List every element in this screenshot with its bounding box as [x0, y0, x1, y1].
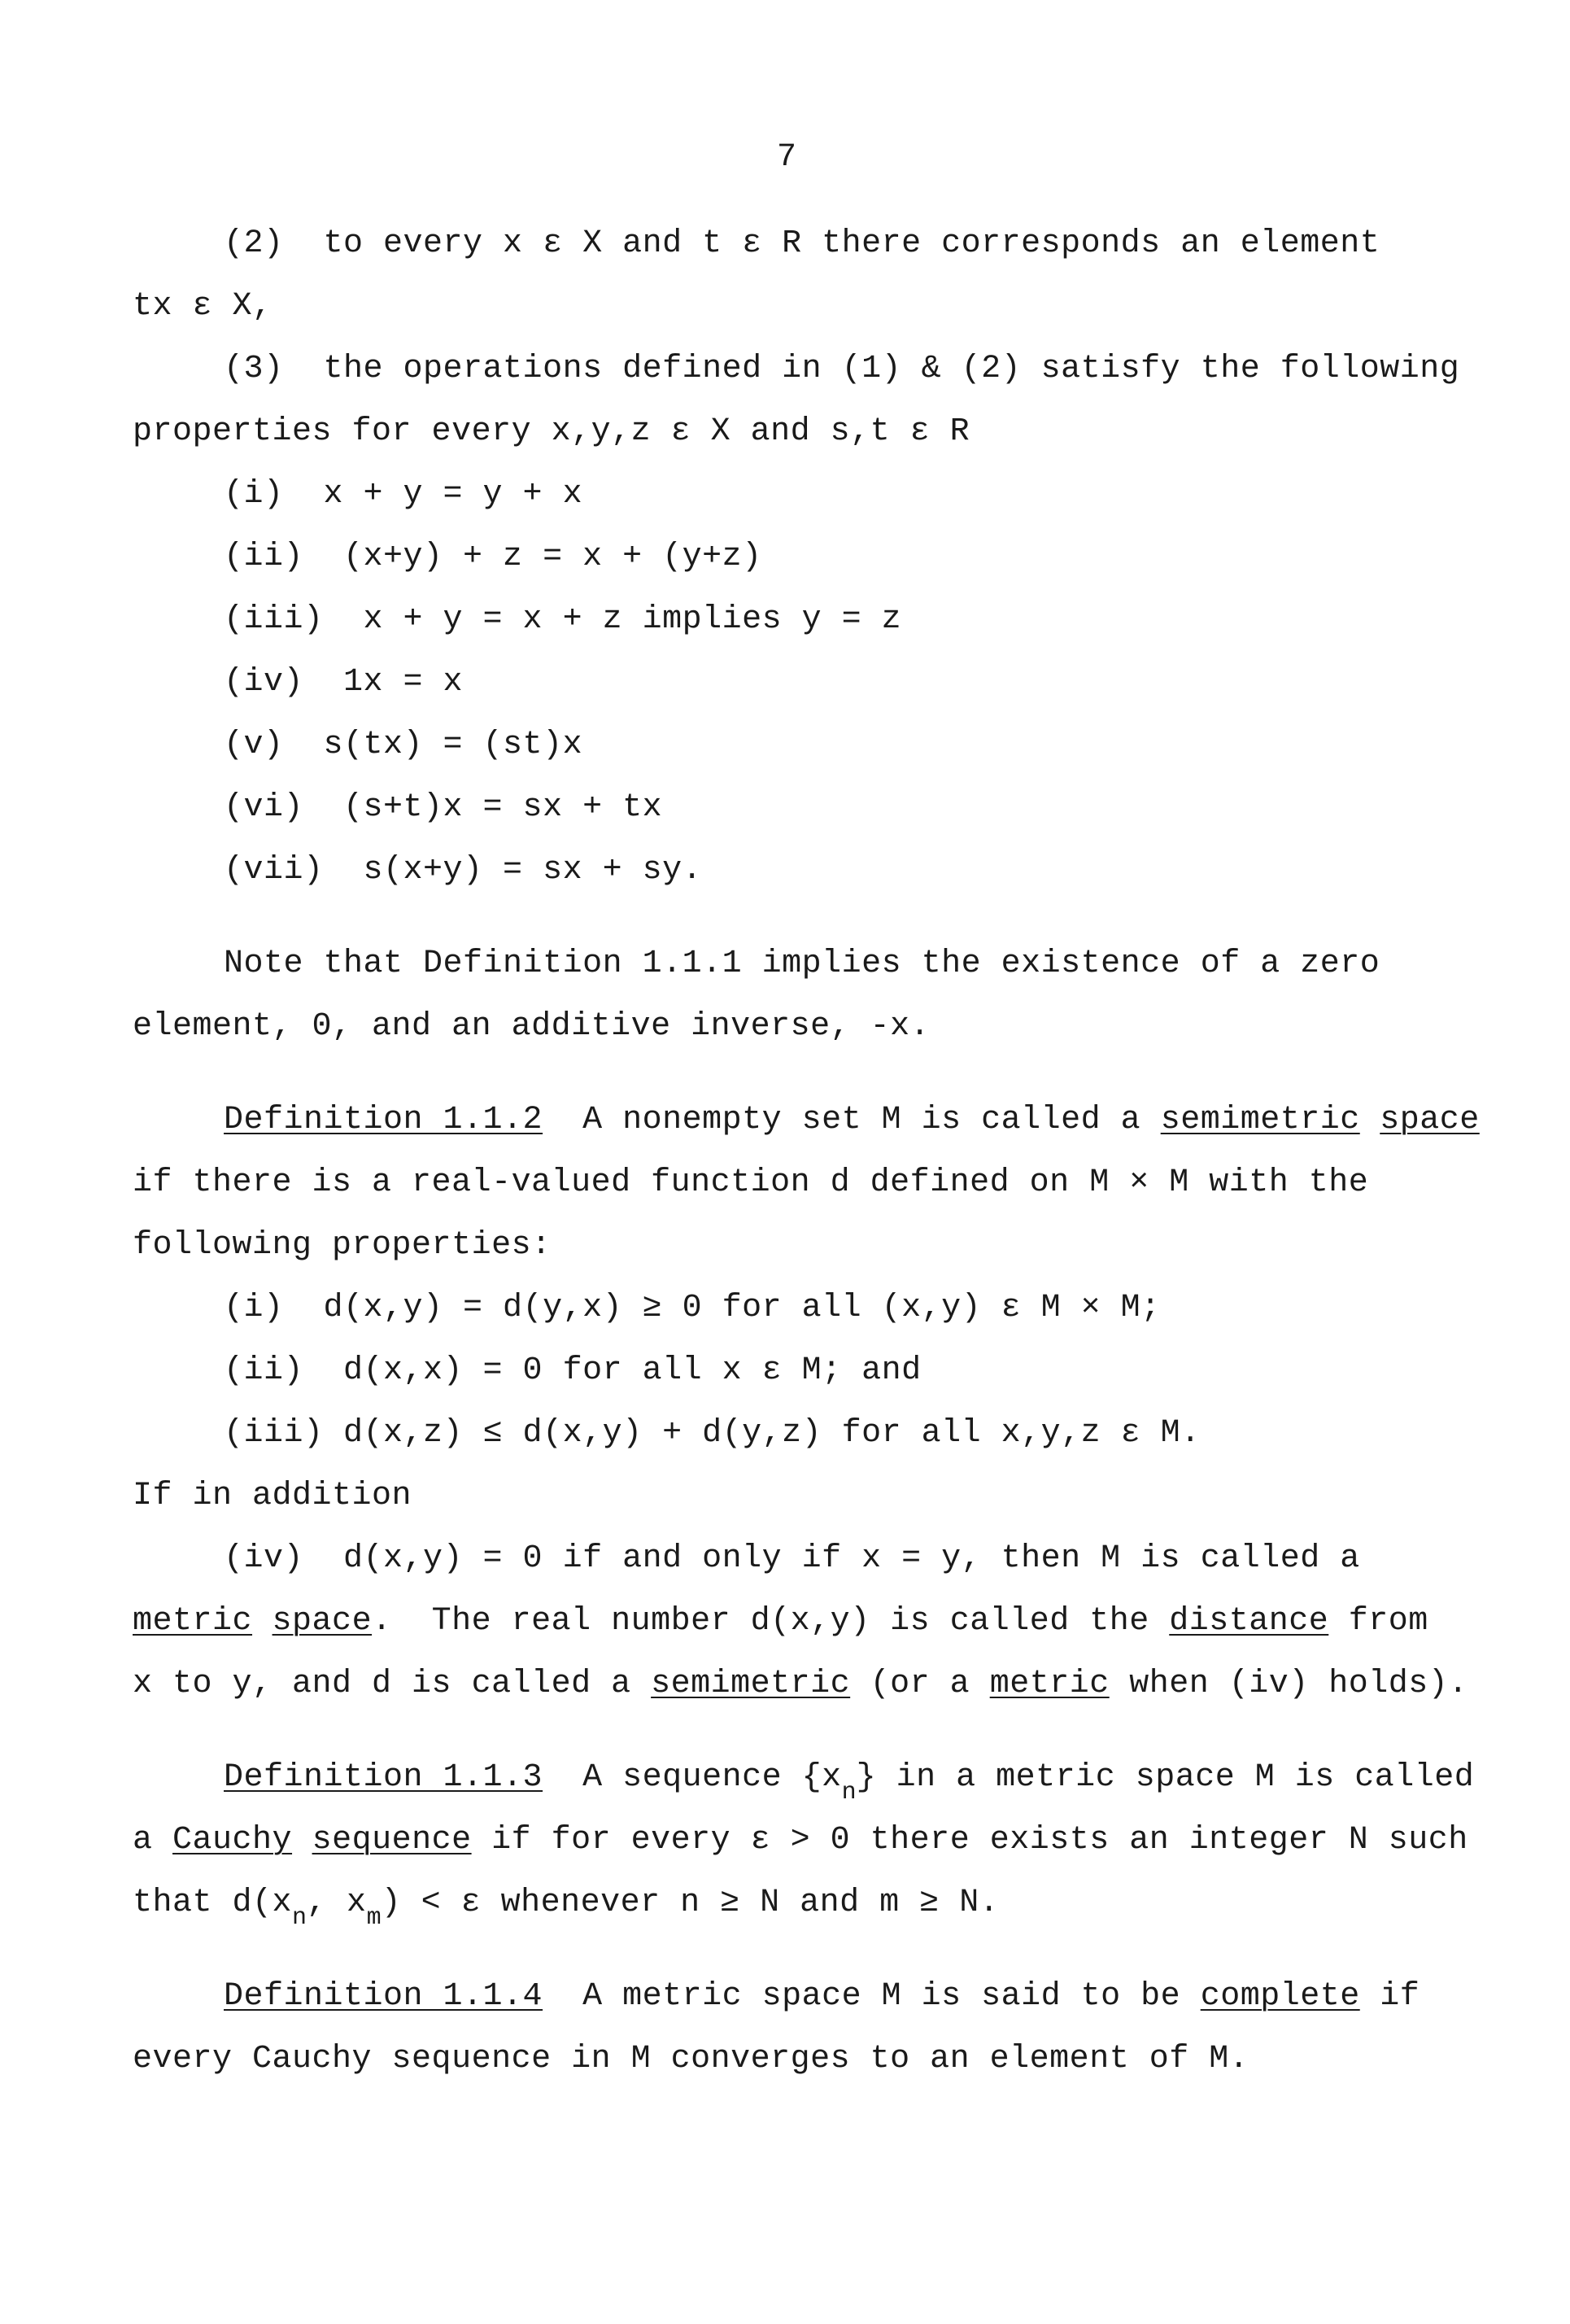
definition-1-1-2-line-2: if there is a real-valued function d defined on M × M with the [133, 1164, 1369, 1201]
property-iii: (iii) x + y = x + z implies y = z [224, 601, 902, 638]
metric-property-iii: (iii) d(x,z) ≤ d(x,y) + d(y,z) for all x,y,z ε M. [224, 1415, 1201, 1452]
item-3-line-2: properties for every x,y,z ε X and s,t ε R [133, 413, 970, 450]
property-ii: (ii) (x+y) + z = x + (y+z) [224, 539, 762, 575]
definition-1-1-4-line-1 [224, 1977, 1420, 2016]
subscript: n [292, 1904, 307, 1932]
defined-term: metric [989, 1666, 1110, 1702]
defined-term: complete [1200, 1978, 1360, 2015]
definition-label: Definition 1.1.3 [224, 1759, 543, 1796]
definition-1-1-4-line-2: every Cauchy sequence in M converges to an element of M. [133, 2041, 1249, 2077]
subscript: n [841, 1779, 857, 1806]
metric-property-ii: (ii) d(x,x) = 0 for all x ε M; and [224, 1352, 922, 1389]
space-gap [292, 1822, 312, 1859]
defined-term: semimetric [651, 1666, 851, 1702]
if-in-addition: If in addition [133, 1478, 412, 1514]
property-i: (i) x + y = y + x [224, 476, 583, 513]
item-3-line-1: (3) the operations defined in (1) & (2) satisfy the following [224, 351, 1460, 387]
definition-text: (or a [850, 1666, 990, 1702]
space-gap [252, 1603, 273, 1640]
definition-text: ) < ε whenever n ≥ N and m ≥ N. [381, 1885, 1000, 1921]
property-v: (v) s(tx) = (st)x [224, 727, 583, 763]
definition-text: from [1328, 1603, 1428, 1640]
definition-text: when (iv) holds). [1109, 1666, 1468, 1702]
definition-1-1-3-line-3 [133, 1884, 1000, 1932]
definition-text: A metric space M is said to be [543, 1978, 1201, 2015]
definition-text: if for every ε > 0 there exists an integer N such [471, 1822, 1468, 1859]
property-iv: (iv) 1x = x [224, 664, 464, 701]
defined-term: distance [1169, 1603, 1329, 1640]
definition-1-1-2-line-11 [133, 1665, 1468, 1704]
definition-1-1-3-line-1 [224, 1758, 1475, 1806]
defined-term: space [272, 1603, 373, 1640]
subscript: m [366, 1904, 382, 1932]
definition-text: a [133, 1822, 173, 1859]
definition-1-1-2-line-1 [224, 1101, 1480, 1140]
defined-term: metric [133, 1603, 253, 1640]
definition-text: that d(x [133, 1885, 293, 1921]
definition-label: Definition 1.1.2 [224, 1102, 543, 1138]
property-vii: (vii) s(x+y) = sx + sy. [224, 852, 703, 889]
definition-text: if [1359, 1978, 1420, 2015]
item-2-line-1: (2) to every x ε X and t ε R there corresponds an element [224, 225, 1380, 262]
metric-property-iv: (iv) d(x,y) = 0 if and only if x = y, then M is called a [224, 1540, 1360, 1577]
item-2-line-2: tx ε X, [133, 288, 273, 325]
property-vi: (vi) (s+t)x = sx + tx [224, 789, 663, 826]
definition-text: x to y, and d is called a [133, 1666, 652, 1702]
definition-text: , x [307, 1885, 367, 1921]
defined-term: sequence [312, 1822, 472, 1859]
definition-text: . The real number d(x,y) is called the [372, 1603, 1170, 1640]
definition-text: } in a metric space M is called [856, 1759, 1475, 1796]
note-line-2: element, 0, and an additive inverse, -x. [133, 1008, 931, 1045]
space-gap [1360, 1102, 1380, 1138]
definition-1-1-2-line-3: following properties: [133, 1227, 552, 1264]
definition-text: A sequence {x [543, 1759, 842, 1796]
definition-label: Definition 1.1.4 [224, 1978, 543, 2015]
definition-1-1-3-line-2 [133, 1821, 1468, 1860]
metric-property-i: (i) d(x,y) = d(y,x) ≥ 0 for all (x,y) ε M × M; [224, 1290, 1161, 1326]
definition-text: A nonempty set M is called a [543, 1102, 1161, 1138]
page-number: 7 [777, 139, 797, 176]
note-line-1: Note that Definition 1.1.1 implies the existence of a zero [224, 946, 1380, 982]
defined-term: Cauchy [172, 1822, 293, 1859]
defined-term: space [1380, 1102, 1480, 1138]
defined-term: semimetric [1160, 1102, 1360, 1138]
definition-1-1-2-line-10 [133, 1602, 1428, 1641]
